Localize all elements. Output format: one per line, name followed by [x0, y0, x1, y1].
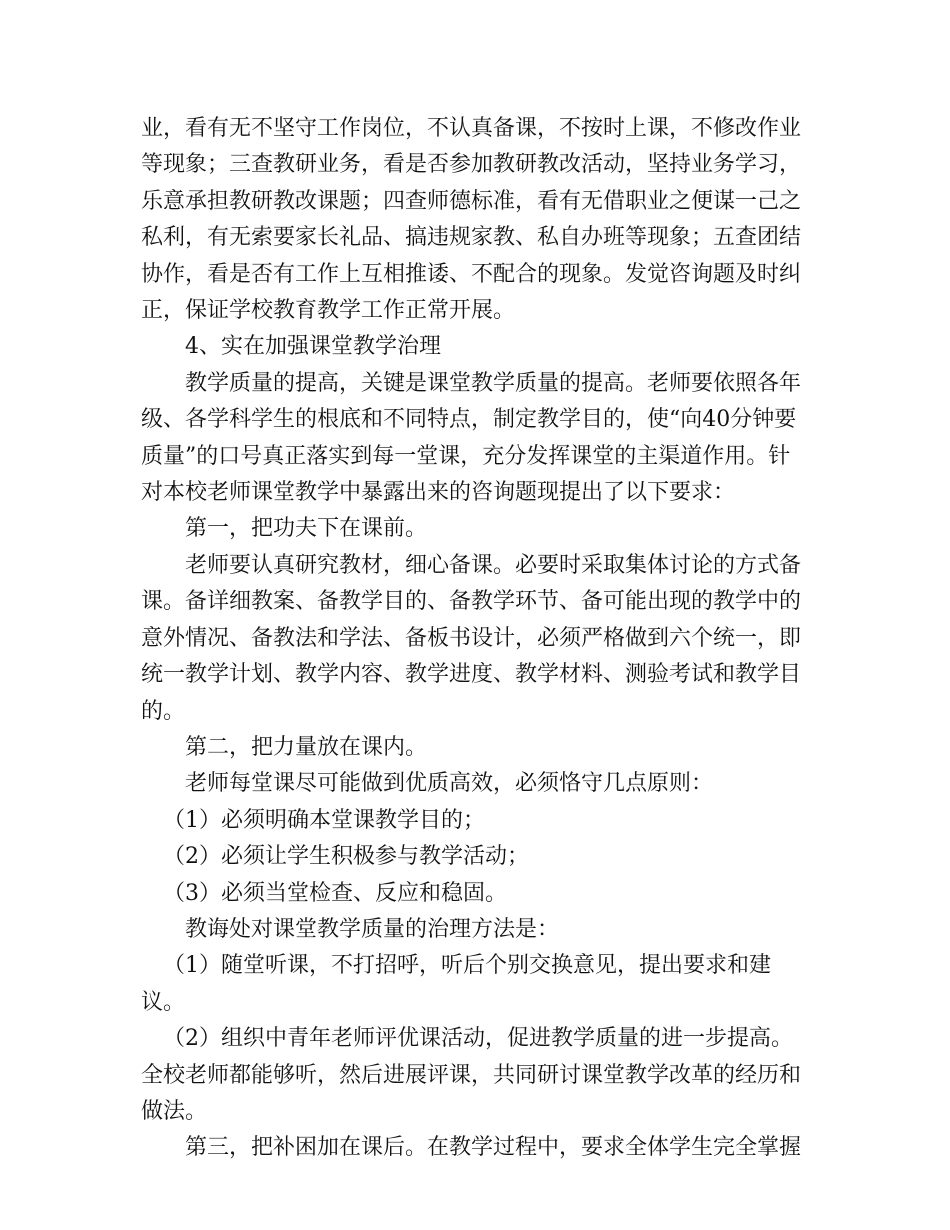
subheading-first: 第一，把功夫下在课前。	[185, 516, 428, 542]
list-item-4: （1）随堂听课，不打招呼，听后个别交换意见，提出要求和建议。	[141, 953, 771, 1015]
paragraph-4: 老师每堂课尽可能做到优质高效，必须恪守几点原则：	[185, 771, 714, 797]
list-item-3: （3）必须当堂检查、反应和稳固。	[163, 880, 507, 906]
list-item-5: （2）组织中青年老师评优课活动，促进教学质量的进一步提高。全校老师都能够听，然后进展评课，共同研讨课堂教学改革的经历和做法。	[141, 1026, 802, 1124]
paragraph-3: 老师要认真研究教材，细心备课。必要时采取集体讨论的方式备课。备详细教案、备教学目的、备教学环节、备可能出现的教学中的意外情况、备教法和学法、备板书设计，必须严格做到六个统一，即统一教学计划、教学内容、教学进度、教学材料、测验考试和教学目的。	[141, 552, 802, 724]
subheading-third: 第三，把补困加在课后。在教学过程中，要求全体学生完全掌握	[185, 1135, 802, 1161]
paragraph-1: 业，看有无不坚守工作岗位，不认真备课，不按时上课，不修改作业等现象；三查教研业务，看是否参加教研教改活动，坚持业务学习，乐意承担教研教改课题；四查师德标准，看有无借职业之便谋一己之私利，有无索要家长礼品、搞违规家教、私自办班等现象；五查团结协作，看是否有工作上互相推诿、不配合的现象。发觉咨询题及时纠正，保证学校教育教学工作正常开展。	[141, 116, 802, 324]
paragraph-2: 教学质量的提高，关键是课堂教学质量的提高。老师要依照各年级、各学科学生的根底和不同特点，制定教学目的，使“向40分钟要质量”的口号真正落实到每一堂课，充分发挥课堂的主渠道作用。针对本校老师课堂教学中暴露出来的咨询题现提出了以下要求：	[141, 370, 802, 506]
section-heading-4: 4、实在加强课堂教学治理	[185, 334, 441, 360]
document-body	[141, 111, 811, 1167]
subheading-second: 第二，把力量放在课内。	[185, 734, 428, 760]
list-item-1: （1）必须明确本堂课教学目的；	[163, 807, 485, 833]
list-item-2: （2）必须让学生积极参与教学活动；	[163, 844, 529, 870]
paragraph-5: 教诲处对课堂教学质量的治理方法是：	[185, 916, 560, 942]
